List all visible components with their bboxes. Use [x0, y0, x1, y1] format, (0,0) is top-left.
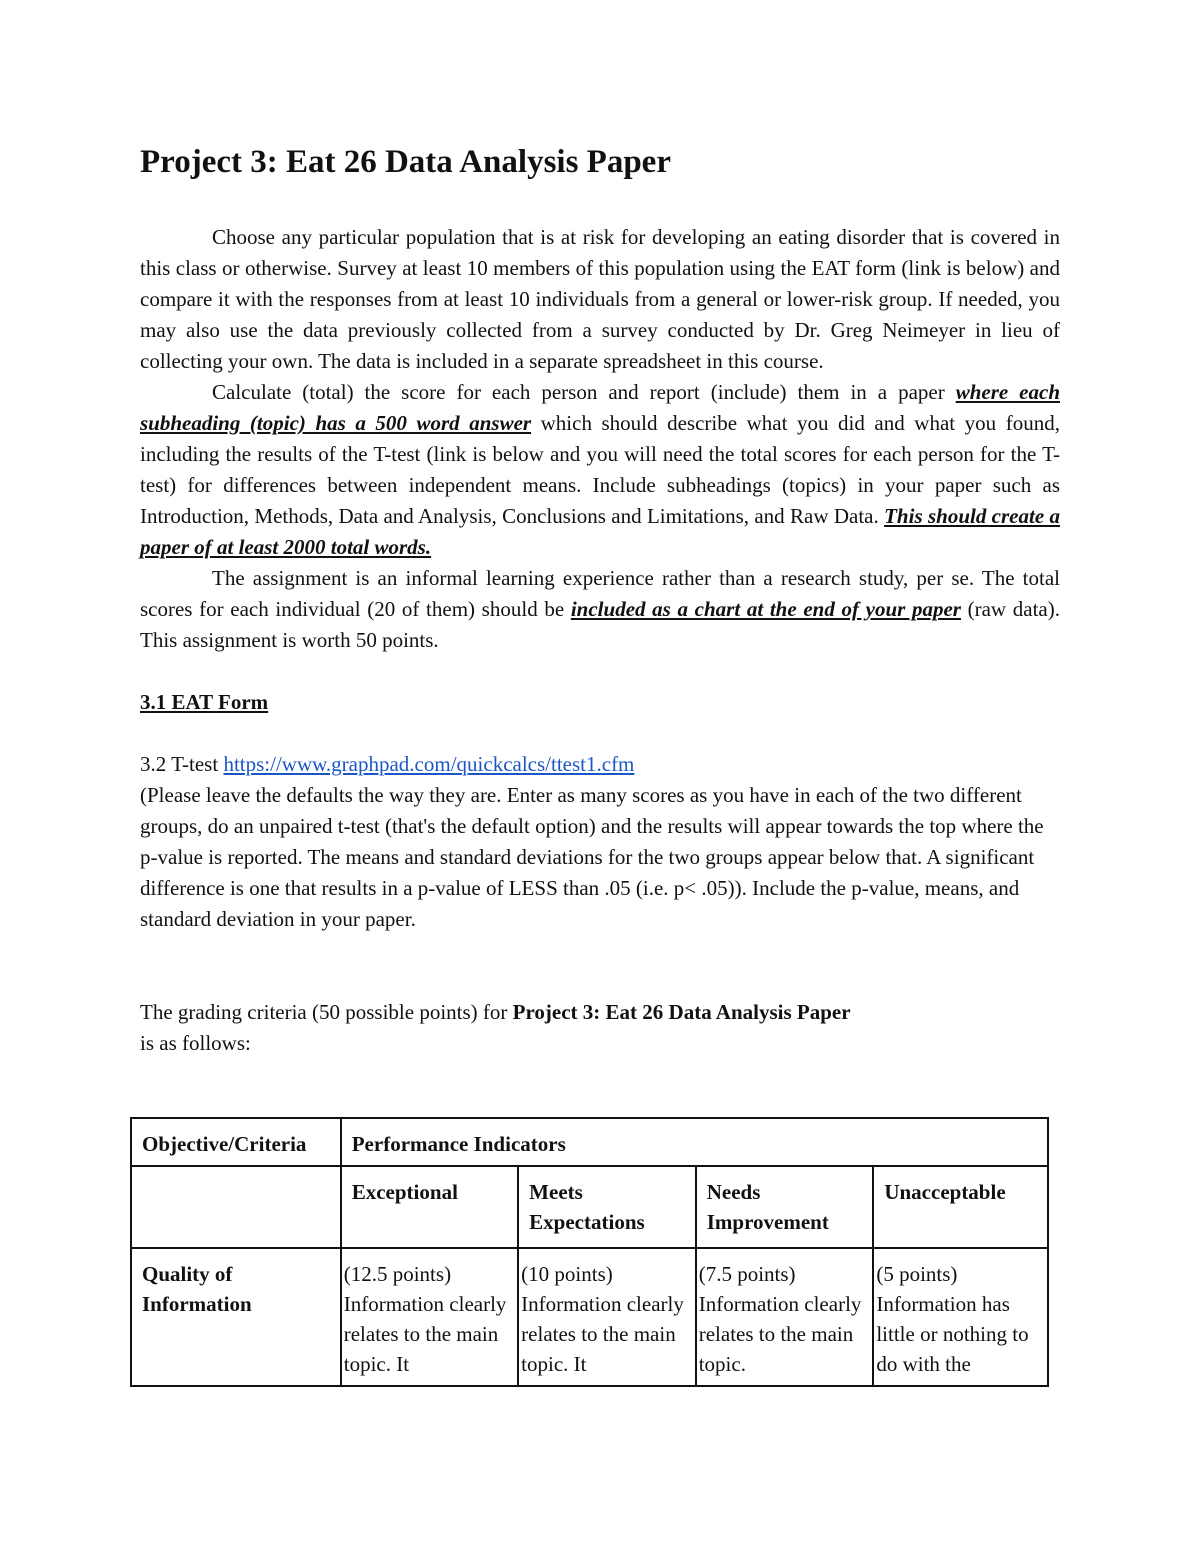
total-words-emphasis: This should create a paper of at least 2000 total words. — [140, 504, 1060, 559]
ttest-note: (Please leave the defaults the way they are. Enter as many scores as you have in each of the two different groups, do an unpaired t-test (that's the default option) and the results will appear towards the top where the p-value is reported. The means and standard deviations for the two groups appear below that. A significant difference is one that results in a p-value of LESS than .05 (i.e. p< .05)). Include the p-value, means, and standard deviation in your paper. — [140, 783, 1044, 931]
rubric-levels-empty-cell — [131, 1166, 341, 1248]
eat-form-link[interactable]: 3.1 EAT Form — [140, 690, 269, 714]
word-count-emphasis: where each subheading (topic) has a 500 word answer — [140, 380, 1060, 435]
rubric-cell-exceptional: (12.5 points) Information clearly relates to the main topic. It — [341, 1248, 518, 1386]
grading-intro — [140, 997, 1060, 1059]
grading-outro: is as follows: — [140, 1031, 251, 1055]
page-title: Project 3: Eat 26 Data Analysis Paper — [140, 144, 671, 180]
table-row — [131, 1248, 1048, 1386]
ttest-line — [140, 749, 1060, 780]
document-page — [140, 140, 1060, 1059]
assignment-text-1: The assignment is an informal learning experience rather than a research study, per se. The total scores for each individual (20 of them) should be — [140, 566, 1060, 621]
rubric-level-exceptional: Exceptional — [341, 1166, 518, 1248]
rubric-level-needs: Needs Improvement — [696, 1166, 874, 1248]
rubric-header-indicators: Performance Indicators — [341, 1118, 1048, 1166]
rubric-criterion-quality: Quality of Information — [131, 1248, 341, 1386]
ttest-label: 3.2 T-test — [140, 752, 224, 776]
rubric-cell-needs: (7.5 points) Information clearly relates to the main topic. — [696, 1248, 874, 1386]
grading-project-name: Project 3: Eat 26 Data Analysis Paper — [512, 1000, 851, 1024]
ttest-url-link[interactable]: https://www.graphpad.com/quickcalcs/ttest1.cfm — [223, 752, 635, 776]
ttest-section — [140, 749, 1060, 935]
assignment-text-2: (raw data). This assignment is worth 50 points. — [140, 597, 1060, 652]
eat-form-section — [140, 656, 1060, 718]
rubric-level-unacceptable: Unacceptable — [873, 1166, 1048, 1248]
rubric-cell-unacceptable: (5 points) Information has little or nothing to do with the — [873, 1248, 1048, 1386]
instructions-text-1: Calculate (total) the score for each person and report (include) them in a paper — [212, 380, 956, 404]
rubric-levels-row — [131, 1166, 1048, 1248]
raw-data-emphasis: included as a chart at the end of your paper — [570, 597, 961, 621]
rubric-cell-meets: (10 points) Information clearly relates to the main topic. It — [518, 1248, 696, 1386]
grading-intro-text: The grading criteria (50 possible points) for — [140, 1000, 513, 1024]
grading-rubric-table — [130, 1117, 1049, 1387]
rubric-header-row — [131, 1118, 1048, 1166]
instructions-paragraph — [140, 377, 1060, 563]
grading-line — [140, 997, 1060, 1028]
assignment-paragraph — [140, 563, 1060, 656]
rubric-level-meets: Meets Expectations — [518, 1166, 696, 1248]
intro-paragraph: Choose any particular population that is at risk for developing an eating disorder that is covered in this class or otherwise. Survey at least 10 members of this population using the EAT form (link is below) and compare it with the responses from at least 10 individuals from a general or lower-risk group. If needed, you may also use the data previously collected from a survey conducted by Dr. Greg Neimeyer in lieu of collecting your own. The data is included in a separate spreadsheet in this course. — [140, 225, 1060, 373]
rubric-header-criteria: Objective/Criteria — [131, 1118, 341, 1166]
instructions-text-2: which should describe what you did and what you found, including the results of the T-test (link is below and you will need the total scores for each person for the T-test) for differences between independent means. Include subheadings (topics) in your paper such as Introduction, Methods, Data and Analysis, Conclusions and Limitations, and Raw Data. — [140, 411, 1060, 528]
